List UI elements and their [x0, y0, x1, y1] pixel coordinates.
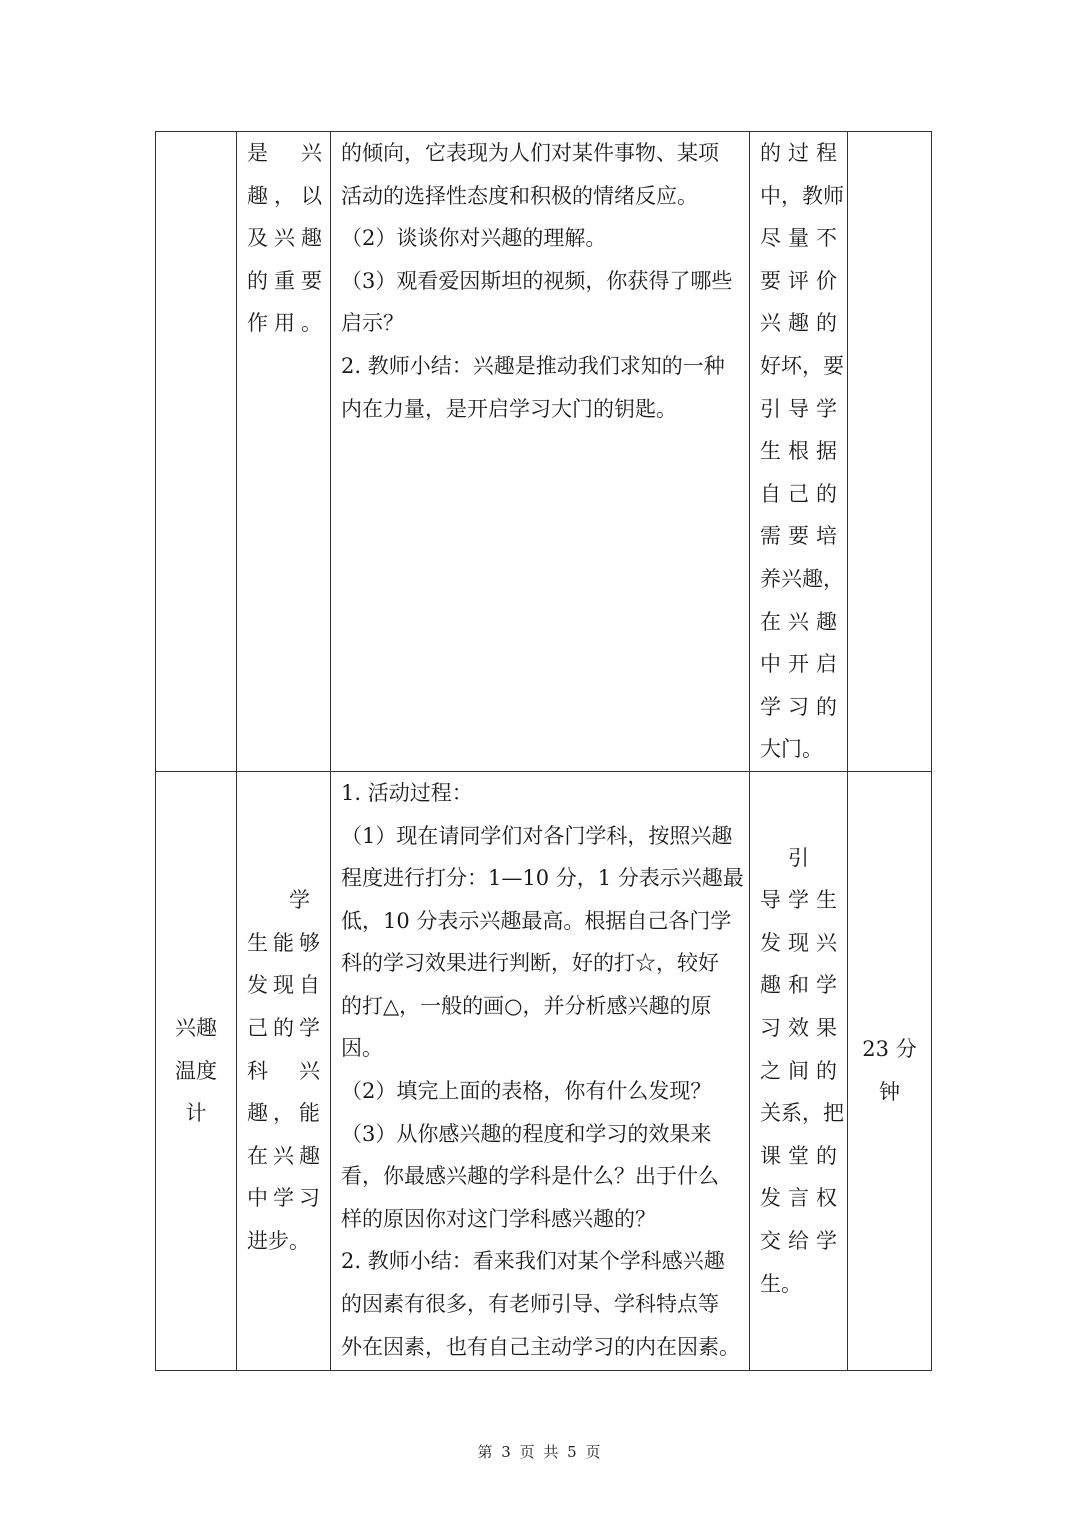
- goal-line: 是 兴: [247, 141, 322, 165]
- goal-line: 在兴趣: [247, 1143, 320, 1168]
- activity-line: （2）填完上面的表格，你有什么发现？: [341, 1079, 712, 1104]
- stage-line: 温度: [175, 1058, 217, 1083]
- intent-line: 发言权: [760, 1186, 837, 1211]
- activity-line: （3）从你感兴趣的程度和学习的效果来: [341, 1121, 712, 1146]
- time-cell: [848, 771, 932, 1370]
- goal-line: 中学习: [247, 1186, 320, 1211]
- stage-cell: [156, 132, 237, 772]
- activity-cell: [331, 771, 750, 1370]
- activity-line: 2. 教师小结：看来我们对某个学科感兴趣: [341, 1249, 725, 1274]
- intent-line: 中，教师: [760, 183, 844, 208]
- intent-line: 关系，把: [760, 1101, 844, 1126]
- activity-line: 的打△，一般的画○，并分析感兴趣的原: [341, 993, 712, 1018]
- activity-line: 活动的选择性态度和积极的情绪反应。: [341, 183, 698, 208]
- table-row: [156, 771, 932, 1370]
- activity-line: 科的学习效果进行判断，好的打☆，较好: [341, 951, 719, 976]
- goal-line: 进步。: [247, 1228, 310, 1253]
- intent-line: 习效果: [760, 1016, 837, 1041]
- activity-line: 内在力量，是开启学习大门的钥匙。: [341, 396, 677, 421]
- activity-line: 外在因素，也有自己主动学习的内在因素。: [341, 1334, 740, 1359]
- activity-line: 1. 活动过程：: [341, 780, 473, 805]
- time-line: 23 分: [862, 1037, 917, 1062]
- goal-line: 学: [289, 888, 310, 913]
- intent-line: 的过程: [760, 141, 837, 165]
- activity-line: 因。: [341, 1036, 383, 1061]
- goal-cell: [237, 771, 331, 1370]
- intent-line: 生根据: [760, 439, 837, 464]
- intent-line: 学习的: [760, 694, 837, 719]
- activity-line: 程度进行打分：1—10 分，1 分表示兴趣最: [341, 866, 744, 891]
- goal-cell: [237, 132, 331, 772]
- page-number-footer: 第 3 页 共 5 页: [477, 1443, 603, 1461]
- intent-line: 生。: [760, 1271, 802, 1296]
- intent-line: 自己的: [760, 481, 837, 506]
- table-row: [156, 132, 932, 772]
- intent-line: 中开启: [760, 652, 837, 677]
- goal-line: 发现自: [247, 973, 320, 998]
- intent-line: 兴趣的: [760, 311, 837, 336]
- intent-line: 导学生: [760, 888, 837, 913]
- intent-line: 在兴趣: [760, 609, 837, 634]
- activity-cell: [331, 132, 750, 772]
- activity-line: 的因素有很多，有老师引导、学科特点等: [341, 1292, 719, 1317]
- intent-line: 大门。: [760, 737, 823, 762]
- goal-line: 趣，以: [247, 183, 322, 208]
- intent-cell: [750, 771, 848, 1370]
- activity-line: （1）现在请同学们对各门学科，按照兴趣: [341, 823, 733, 848]
- activity-line: 的倾向，它表现为人们对某件事物、某项: [341, 141, 719, 165]
- activity-line: （2）谈谈你对兴趣的理解。: [341, 226, 607, 251]
- activity-line: （3）观看爱因斯坦的视频，你获得了哪些: [341, 268, 733, 293]
- intent-line: 趣和学: [760, 973, 837, 998]
- intent-line: 要评价: [760, 268, 837, 293]
- intent-line: 发现兴: [760, 930, 837, 955]
- intent-line: 课堂的: [760, 1143, 837, 1168]
- time-cell: [848, 132, 932, 772]
- intent-line: 引: [788, 845, 809, 870]
- stage-line: 计: [185, 1101, 207, 1126]
- intent-cell: [750, 132, 848, 772]
- time-line: 钟: [879, 1079, 900, 1104]
- activity-line: 看，你最感兴趣的学科是什么？出于什么: [341, 1164, 719, 1189]
- goal-line: 趣，能: [247, 1101, 320, 1126]
- activity-line: 低，10 分表示兴趣最高。根据自己各门学: [341, 908, 732, 933]
- lesson-plan-table: [155, 131, 932, 1371]
- intent-line: 好坏，要: [760, 353, 844, 378]
- intent-line: 需要培: [760, 524, 837, 549]
- goal-line: 作用。: [247, 311, 322, 336]
- intent-line: 养兴趣，: [760, 566, 844, 591]
- activity-line: 启示？: [341, 311, 404, 336]
- activity-line: 样的原因你对这门学科感兴趣的？: [341, 1206, 656, 1231]
- goal-line: 及兴趣: [247, 226, 322, 251]
- goal-line: 科 兴: [247, 1058, 320, 1083]
- intent-line: 之间的: [760, 1058, 837, 1083]
- intent-line: 交给学: [760, 1228, 837, 1253]
- activity-line: 2. 教师小结：兴趣是推动我们求知的一种: [341, 353, 725, 378]
- goal-line: 生能够: [247, 930, 320, 955]
- stage-line: 兴趣: [175, 1016, 217, 1041]
- intent-line: 尽量不: [760, 226, 837, 251]
- goal-line: 己的学: [247, 1016, 320, 1041]
- goal-line: 的重要: [247, 268, 322, 293]
- intent-line: 引导学: [760, 396, 837, 421]
- stage-cell: [156, 771, 237, 1370]
